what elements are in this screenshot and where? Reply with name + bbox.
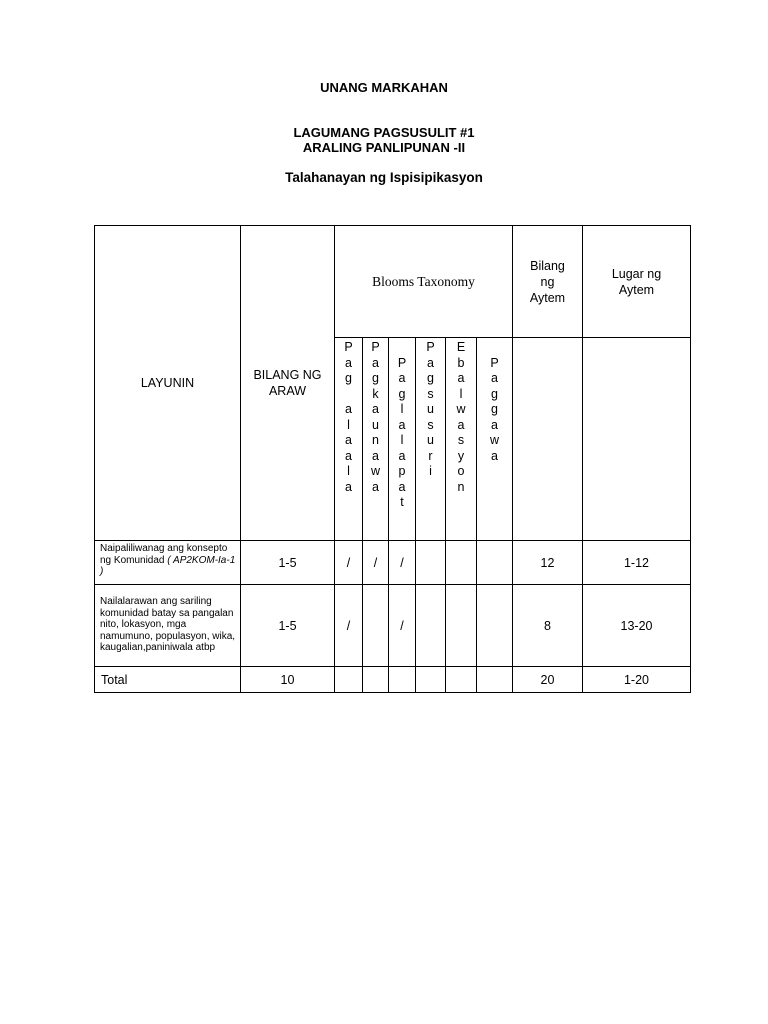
level-letter: P <box>344 340 353 354</box>
level-letter: a <box>491 448 498 463</box>
competency-code: ( AP2KOM-Ia-1 ) <box>100 554 236 577</box>
row-1-araw: 1-5 <box>241 541 335 585</box>
table-row <box>95 541 691 585</box>
level-letter: b <box>457 355 465 370</box>
empty-cell <box>363 667 389 693</box>
level-letter: P <box>490 355 499 370</box>
level-letter: a <box>491 371 498 385</box>
total-row <box>95 667 691 693</box>
row-2-bilang: 8 <box>513 585 583 667</box>
header-bilang-ng-araw: BILANG NG ARAW <box>241 226 335 541</box>
level-letter: a <box>372 402 379 416</box>
total-label: Total <box>95 667 241 693</box>
level-letter: a <box>345 402 352 416</box>
level-letter: w <box>456 402 466 416</box>
total-lugar: 1-20 <box>583 667 691 693</box>
empty-cell <box>416 667 446 693</box>
level-letter: g <box>398 386 406 401</box>
row-2-mark <box>416 585 446 667</box>
level-letter: a <box>398 371 406 385</box>
level-letter: n <box>372 433 379 447</box>
level-letter: g <box>427 371 434 385</box>
row-1-lugar: 1-12 <box>583 541 691 585</box>
row-1-mark <box>477 541 513 585</box>
row-2-mark: / <box>389 585 416 667</box>
level-letter: s <box>427 386 434 401</box>
level-letter: a <box>457 371 465 385</box>
level-letter: w <box>370 464 381 478</box>
level-pag-alala <box>335 338 363 541</box>
level-letter: l <box>347 417 350 432</box>
empty-cell <box>389 667 416 693</box>
header-bilang-ng-aytem: Bilang ng Aytem <box>513 226 583 338</box>
level-letter: a <box>457 417 465 432</box>
row-2-mark <box>363 585 389 667</box>
header-layunin: LAYUNIN <box>95 226 241 541</box>
level-letter: w <box>489 433 500 447</box>
row-2-layunin: Nailalarawan ang sariling komunidad batay sa pangalan nito, lokasyon, mga namumuno, populasyon, wika, kaugalian,paniniwala atbp <box>95 585 241 667</box>
quarter-title: UNANG MARKAHAN <box>320 80 448 95</box>
specification-table <box>94 225 691 693</box>
level-letter: l <box>400 402 404 416</box>
level-pagsusuri <box>416 338 446 541</box>
level-ebalwasyon <box>446 338 477 541</box>
level-letter: g <box>345 371 352 385</box>
row-2-mark: / <box>335 585 363 667</box>
level-letter: u <box>427 402 434 416</box>
total-araw: 10 <box>241 667 335 693</box>
level-letter: P <box>426 340 435 354</box>
level-letter: g <box>372 371 379 385</box>
level-letter: a <box>345 448 352 463</box>
level-letter: a <box>398 417 406 432</box>
level-letter: a <box>345 433 352 447</box>
row-1-bilang: 12 <box>513 541 583 585</box>
level-letter: l <box>400 433 404 447</box>
row-1-mark <box>416 541 446 585</box>
empty-cell <box>513 338 583 541</box>
subject-title: ARALING PANLIPUNAN -II <box>302 140 466 155</box>
level-pagkaunawa <box>363 338 389 541</box>
row-1-mark: / <box>335 541 363 585</box>
row-1-mark: / <box>363 541 389 585</box>
row-2-lugar: 13-20 <box>583 585 691 667</box>
level-letter: r <box>428 448 433 463</box>
header-blooms-taxonomy: Blooms Taxonomy <box>335 226 513 338</box>
level-paggawa <box>477 338 513 541</box>
level-letter: g <box>491 402 498 416</box>
level-letter: a <box>345 355 352 370</box>
level-letter: a <box>372 479 379 494</box>
level-letter: t <box>400 495 404 509</box>
level-letter: l <box>347 464 350 478</box>
level-letter: a <box>427 355 434 370</box>
row-2-mark <box>477 585 513 667</box>
empty-cell <box>446 667 477 693</box>
test-title: LAGUMANG PAGSUSULIT #1 <box>293 125 475 140</box>
level-letter: E <box>456 340 466 354</box>
table-caption: Talahanayan ng Ispisipikasyon <box>285 170 483 185</box>
level-letter: n <box>457 479 465 494</box>
row-2-mark <box>446 585 477 667</box>
level-letter: p <box>398 464 406 478</box>
level-letter: a <box>345 479 352 494</box>
level-letter: a <box>398 448 406 463</box>
empty-cell <box>477 667 513 693</box>
level-letter <box>389 340 415 356</box>
level-letter: i <box>429 464 432 478</box>
level-letter: k <box>372 386 379 401</box>
level-letter: y <box>457 448 465 463</box>
row-2-araw: 1-5 <box>241 585 335 667</box>
empty-cell <box>335 667 363 693</box>
level-letter: s <box>427 417 434 432</box>
level-letter: s <box>457 433 465 447</box>
level-letter: o <box>457 464 465 478</box>
level-letter: P <box>397 355 407 370</box>
level-letter: u <box>427 433 434 447</box>
table-row <box>95 585 691 667</box>
row-1-mark <box>446 541 477 585</box>
total-bilang: 20 <box>513 667 583 693</box>
level-letter: a <box>372 355 379 370</box>
level-letter: g <box>491 386 498 401</box>
header-lugar-ng-aytem: Lugar ng Aytem <box>583 226 691 338</box>
level-letter: a <box>398 479 406 494</box>
row-1-layunin: Naipaliliwanag ang konsepto ng Komunidad ( AP2KOM-Ia-1 ) <box>95 541 241 585</box>
level-letter <box>335 387 362 403</box>
level-letter: l <box>459 386 463 401</box>
level-letter: a <box>491 417 498 432</box>
empty-cell <box>583 338 691 541</box>
level-letter: u <box>372 417 379 432</box>
row-1-mark: / <box>389 541 416 585</box>
level-letter <box>477 340 512 356</box>
level-letter: a <box>372 448 379 463</box>
level-paglalapat <box>389 338 416 541</box>
level-letter: P <box>371 340 380 354</box>
